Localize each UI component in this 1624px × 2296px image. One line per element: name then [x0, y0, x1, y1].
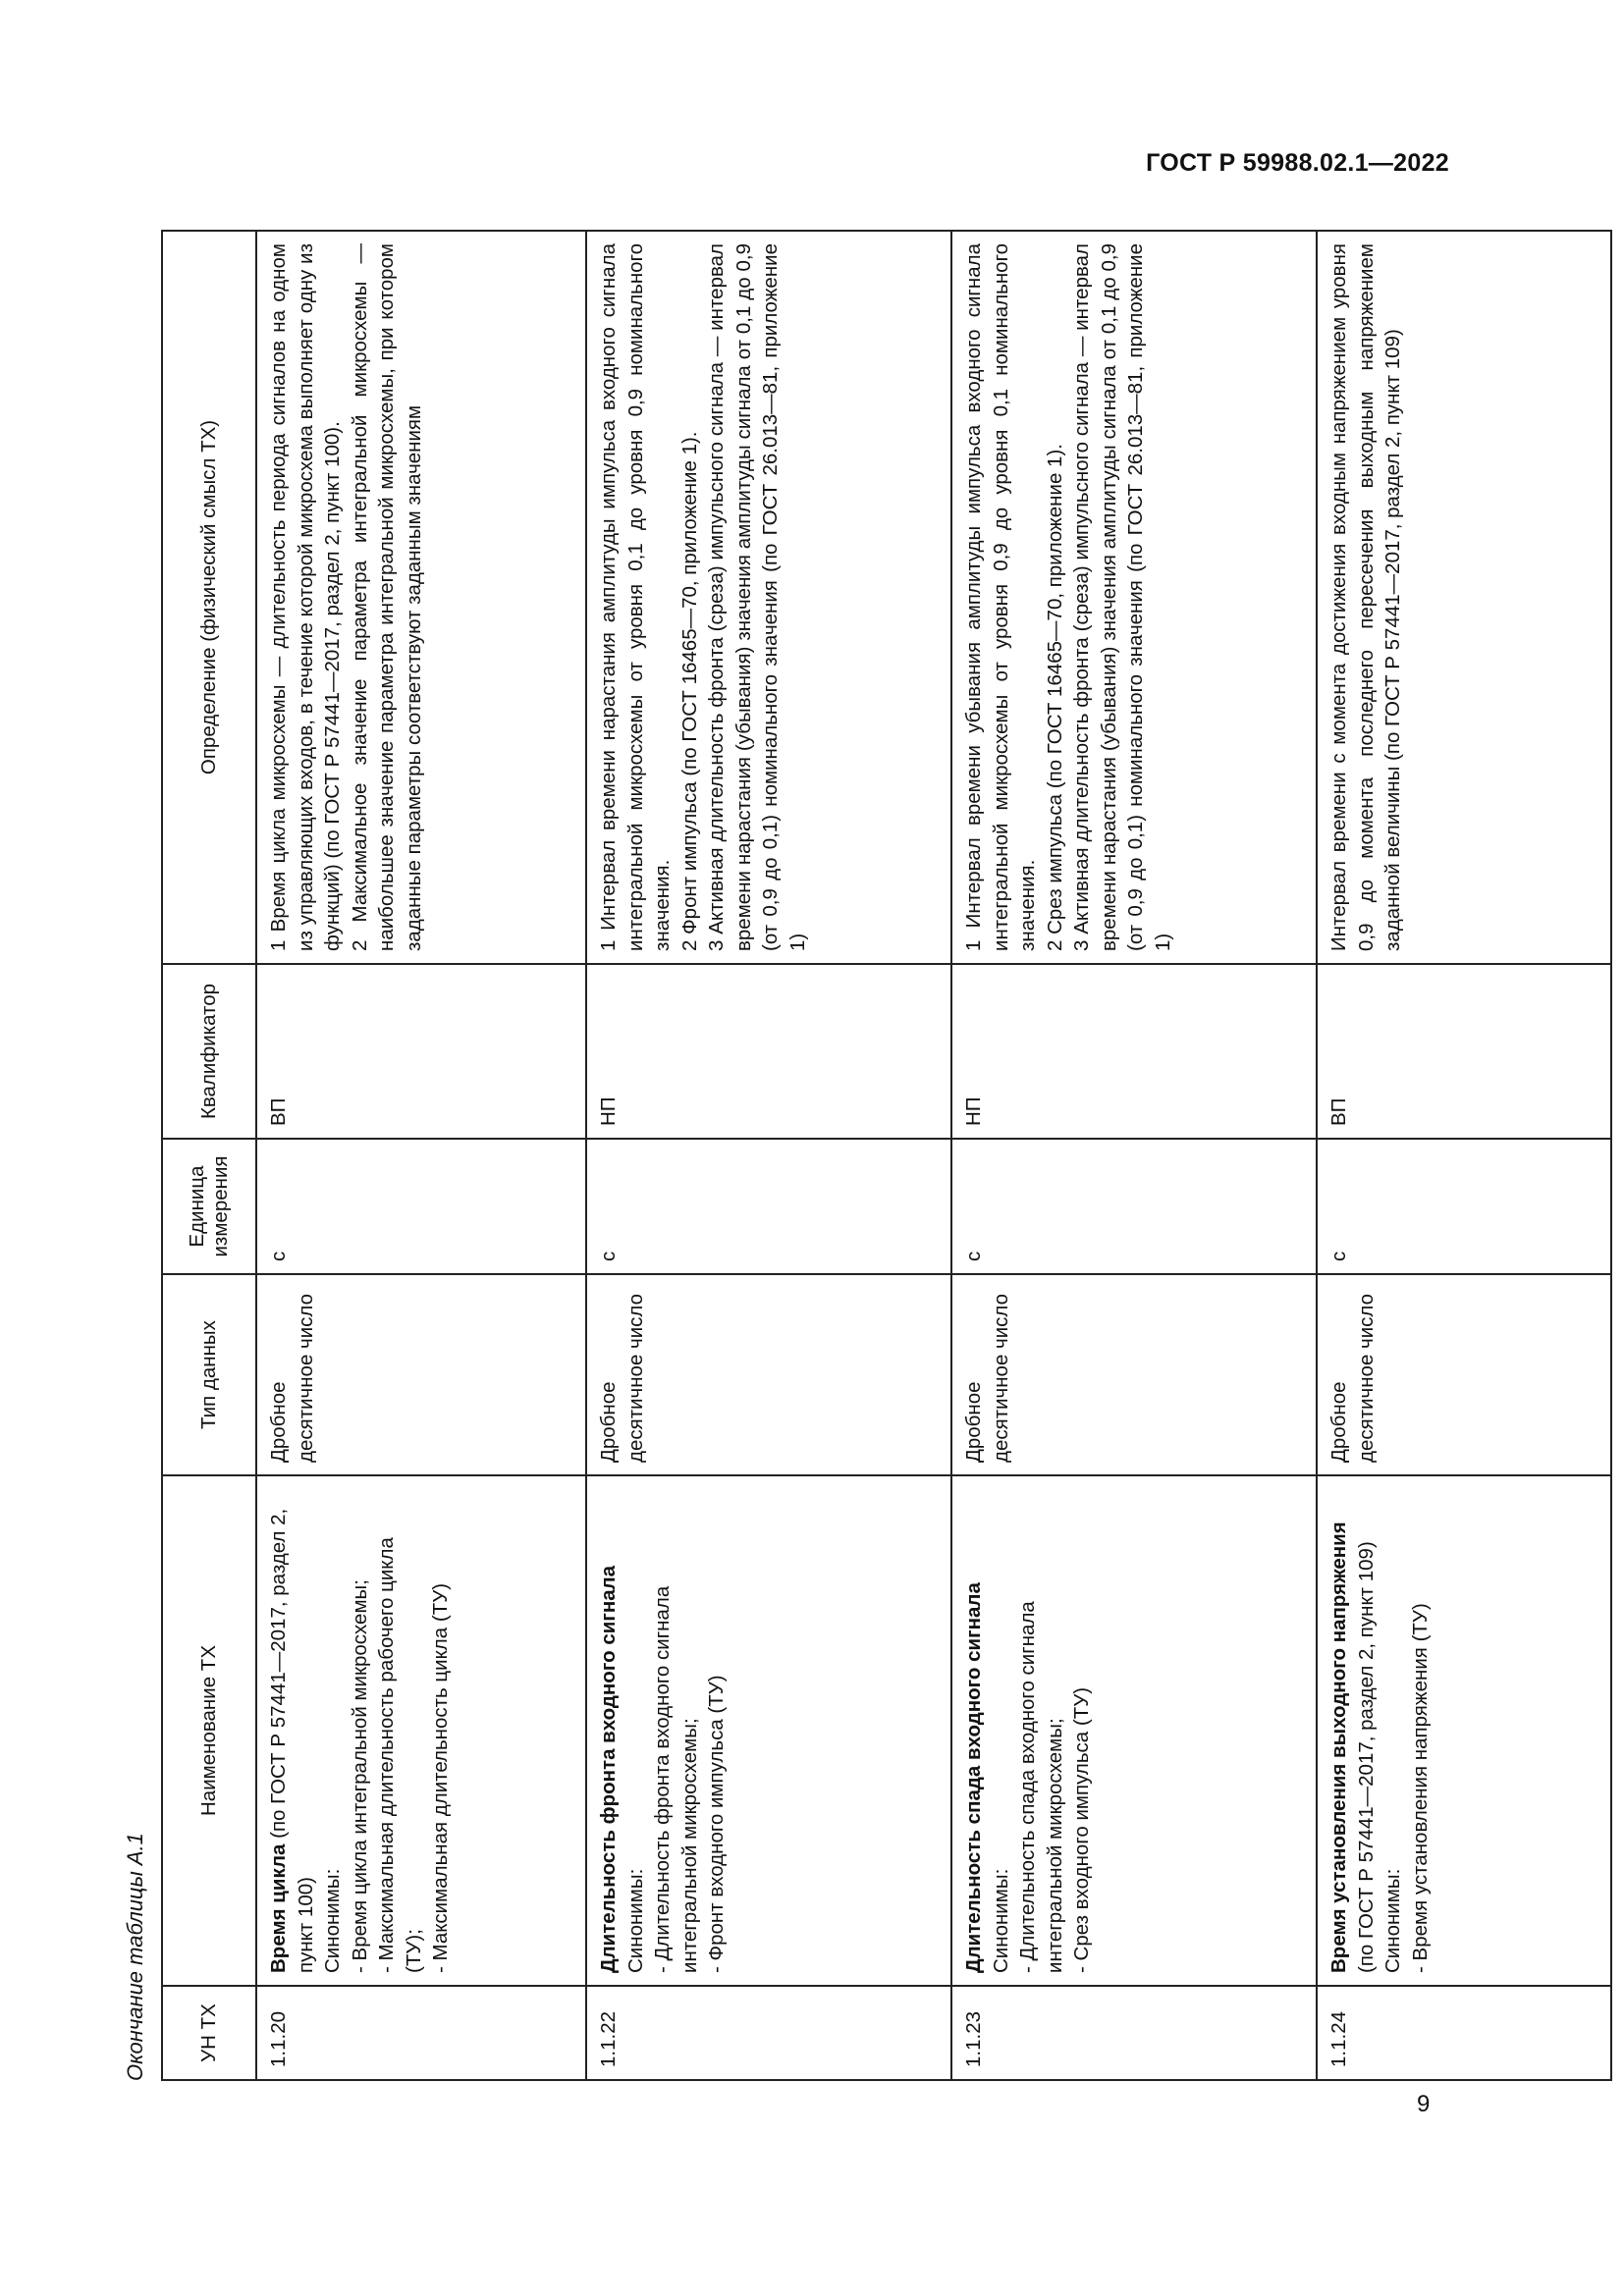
page-number: 9 [1417, 2091, 1431, 2117]
header-unit-line2: измерения [209, 1155, 232, 1257]
cell-id: 1.1.24 [1317, 1986, 1611, 2080]
name-line-main [1326, 1488, 1380, 1973]
synonym-item: - Фронт входного импульса (ТУ) [705, 1675, 728, 1973]
cell-unit: с [256, 1139, 586, 1274]
cell-name [256, 1475, 586, 1986]
cell-name [586, 1475, 951, 1986]
table-row [256, 231, 586, 2080]
cell-type: Дробное десятичное число [256, 1274, 586, 1475]
synonyms-label: Синонимы: [321, 1868, 344, 1973]
cell-id: 1.1.20 [256, 1986, 586, 2080]
cell-unit: с [1317, 1139, 1611, 1274]
cell-qualifier: ВП [1317, 964, 1611, 1139]
header-definition: Определение (физический смысл ТХ) [162, 231, 256, 964]
name-line-main [960, 1488, 988, 1973]
definition-paragraph: Интервал времени с момента достижения входным напряжением уровня 0,9 до момента последнего пересечения выходным напряжением заданной величины (по ГОСТ Р 57441—2017, раздел 2, пункт 109) [1327, 243, 1404, 951]
name-line-main [265, 1488, 319, 1973]
table-caption: Окончание таблицы А.1 [123, 1833, 147, 2081]
synonym-item: - Длительность спада входного сигнала интегральной микросхемы; [1016, 1601, 1066, 1973]
document-code: ГОСТ Р 59988.02.1—2022 [1146, 149, 1449, 177]
definition-paragraph: 1 Интервал времени нарастания амплитуды импульса входного сигнала интегральной микросхемы от уровня 0,1 до уровня 0,9 номинального значения. [597, 243, 674, 951]
table-row [586, 231, 951, 2080]
name-title: Время установления выходного напряжения [1327, 1522, 1350, 1973]
table-header-row [162, 231, 256, 2080]
cell-id: 1.1.23 [951, 1986, 1317, 2080]
synonym-item: - Срез входного импульса (ТУ) [1070, 1686, 1093, 1973]
definition-paragraph: 3 Активная длительность фронта (среза) импульсного сигнала — интервал времени нарастания (убывания) значения амплитуды сигнала от 0,1 до 0,9 (от 0,9 до 0,1) номинального значения (по ГОСТ 26.013—81, приложение 1) [1070, 243, 1174, 951]
synonyms-label: Синонимы: [623, 1868, 647, 1973]
cell-definition [256, 231, 586, 964]
synonym-item: - Максимальная длительность рабочего цикла (ТУ); [375, 1537, 425, 1973]
cell-type: Дробное десятичное число [586, 1274, 951, 1475]
cell-id: 1.1.22 [586, 1986, 951, 2080]
definition-paragraph: 2 Срез импульса (по ГОСТ 16465—70, приложение 1). [1043, 444, 1066, 951]
synonyms-label: Синонимы: [1381, 1868, 1404, 1973]
cell-qualifier: ВП [256, 964, 586, 1139]
header-unit [162, 1139, 256, 1274]
synonym-item: - Длительность фронта входного сигнала интегральной микросхемы; [651, 1585, 701, 1973]
cell-type: Дробное десятичное число [951, 1274, 1317, 1475]
definition-paragraph: 1 Время цикла микросхемы — длительность периода сигналов на одном из управляющих входов, в течение которой микросхема выполняет одну из функций) (по ГОСТ Р 57441—2017, раздел 2, пункт 100). [267, 243, 344, 951]
cell-name [1317, 1475, 1611, 1986]
cell-name [951, 1475, 1317, 1986]
definition-paragraph: 2 Максимальное значение параметра интегральной микросхемы — наибольшее значение параметра интегральной микросхемы, при котором заданные параметры соответствуют заданным значениям [348, 243, 425, 951]
synonym-item: - Время цикла интегральной микросхемы; [348, 1579, 371, 1973]
cell-qualifier: НП [586, 964, 951, 1139]
table-row [1317, 231, 1611, 2080]
definition-paragraph: 1 Интервал времени убывания амплитуды импульса входного сигнала интегральной микросхемы от уровня 0,9 до уровня 0,1 номинального значения. [962, 243, 1039, 951]
definition-paragraph: 3 Активная длительность фронта (среза) импульсного сигнала — интервал времени нарастания (убывания) значения амплитуды сигнала от 0,1 до 0,9 (от 0,9 до 0,1) номинального значения (по ГОСТ 26.013—81, приложение 1) [705, 243, 809, 951]
cell-qualifier: НП [951, 964, 1317, 1139]
rotated-table-area [110, 118, 1543, 2081]
cell-definition [951, 231, 1317, 964]
header-unit-line1: Единица [186, 1165, 208, 1248]
table-body [256, 231, 1611, 2080]
cell-definition [586, 231, 951, 964]
synonym-item: - Максимальная длительность цикла (ТУ) [429, 1582, 452, 1973]
cell-definition [1317, 231, 1611, 964]
synonyms-label: Синонимы: [989, 1868, 1012, 1973]
cell-unit: с [586, 1139, 951, 1274]
name-reference: (по ГОСТ Р 57441—2017, раздел 2, пункт 100) [267, 1508, 317, 1973]
name-line-main [595, 1488, 623, 1973]
table-row [951, 231, 1317, 2080]
header-type: Тип данных [162, 1274, 256, 1475]
cell-unit: с [951, 1139, 1317, 1274]
header-qualifier: Квалификатор [162, 964, 256, 1139]
name-title: Время цикла [267, 1843, 290, 1973]
definition-paragraph: 2 Фронт импульса (по ГОСТ 16465—70, приложение 1). [677, 431, 701, 951]
header-name: Наименование ТХ [162, 1475, 256, 1986]
characteristics-table [161, 230, 1612, 2081]
name-title: Длительность спада входного сигнала [962, 1582, 985, 1973]
header-id: УН ТХ [162, 1986, 256, 2080]
name-title: Длительность фронта входного сигнала [597, 1565, 620, 1973]
name-reference: (по ГОСТ Р 57441—2017, раздел 2, пункт 109) [1354, 1541, 1378, 1973]
synonym-item: - Время установления напряжения (ТУ) [1408, 1603, 1432, 1973]
cell-type: Дробное десятичное число [1317, 1274, 1611, 1475]
